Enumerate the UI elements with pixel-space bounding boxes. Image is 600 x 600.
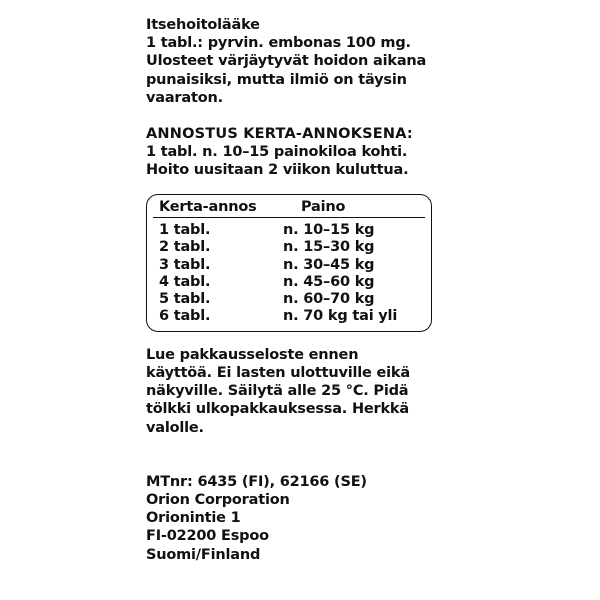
dosage-line-2: Hoito uusitaan 2 viikon kuluttua. — [146, 162, 409, 179]
company-name: Orion Corporation — [146, 491, 290, 508]
medicine-label — [146, 16, 586, 564]
header-weight: Paino — [301, 198, 346, 215]
row-weight: n. 10–15 kg — [283, 222, 375, 239]
side-effect-line-3: vaaraton. — [146, 89, 223, 106]
intro-text — [146, 16, 586, 107]
table-row — [147, 308, 431, 325]
table-row — [147, 239, 431, 256]
side-effect-line-2: punaisiksi, mutta ilmiö on täysin — [146, 71, 407, 88]
row-weight: n. 45–60 kg — [283, 273, 375, 290]
warnings-section — [146, 346, 586, 437]
row-dose: 4 tabl. — [159, 273, 211, 290]
warning-line-3: näkyville. Säilytä alle 25 °C. Pidä — [146, 383, 409, 400]
warning-line-4: tölkki ulkopakkauksessa. Herkkä — [146, 401, 409, 418]
dosage-line-1: 1 tabl. n. 10–15 painokiloa kohti. — [146, 144, 408, 161]
row-weight: n. 15–30 kg — [283, 239, 375, 256]
row-dose: 5 tabl. — [159, 290, 211, 307]
table-row — [147, 222, 431, 239]
table-row — [147, 273, 431, 290]
row-weight: n. 70 kg tai yli — [283, 308, 398, 325]
header-dose: Kerta-annos — [159, 198, 257, 215]
postal-city: FI-02200 Espoo — [146, 528, 269, 545]
row-weight: n. 30–45 kg — [283, 256, 375, 273]
row-dose: 2 tabl. — [159, 239, 211, 256]
street-address: Orionintie 1 — [146, 510, 241, 527]
table-row — [147, 256, 431, 273]
row-dose: 6 tabl. — [159, 308, 211, 325]
product-type: Itsehoitolääke — [146, 17, 260, 33]
table-header — [147, 197, 431, 217]
side-effect-line-1: Ulosteet värjäytyvät hoidon aikana — [146, 53, 427, 70]
warning-line-2: käyttöä. Ei lasten ulottuville eikä — [146, 364, 410, 381]
row-weight: n. 60–70 kg — [283, 290, 375, 307]
dosage-table — [146, 194, 432, 332]
warning-line-5: valolle. — [146, 419, 204, 436]
market-number: MTnr: 6435 (FI), 62166 (SE) — [146, 473, 367, 490]
manufacturer-section — [146, 473, 586, 564]
row-dose: 3 tabl. — [159, 256, 211, 273]
table-row — [147, 290, 431, 307]
warning-line-1: Lue pakkausseloste ennen — [146, 346, 359, 363]
dosage-heading: ANNOSTUS KERTA-ANNOKSENA: — [146, 126, 413, 143]
dosage-section — [146, 125, 586, 180]
active-ingredient: 1 tabl.: pyrvin. embonas 100 mg. — [146, 35, 411, 52]
country: Suomi/Finland — [146, 546, 261, 563]
table-divider — [153, 217, 425, 218]
row-dose: 1 tabl. — [159, 222, 211, 239]
